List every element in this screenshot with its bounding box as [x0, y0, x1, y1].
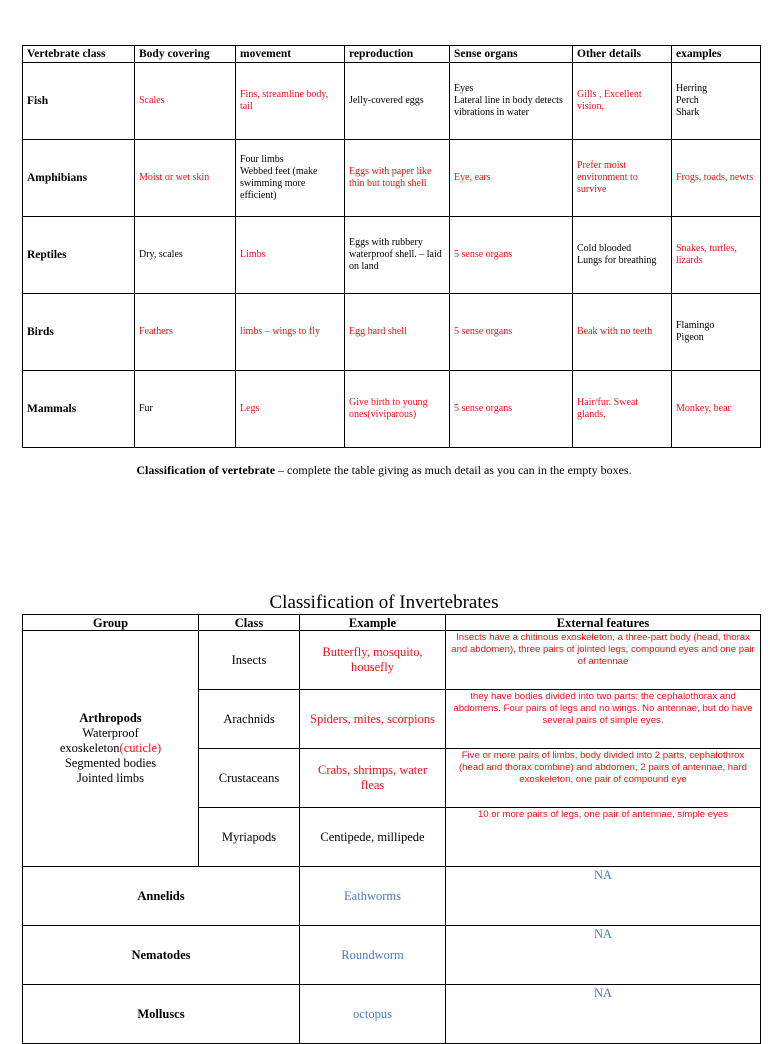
other-details-cell: Cold blooded Lungs for breathing [573, 217, 672, 294]
header-body-covering: Body covering [135, 46, 236, 63]
features-cell: NA [446, 926, 761, 985]
vertebrate-caption [0, 463, 768, 478]
sense-organs-cell: 5 sense organs [450, 371, 573, 448]
example-cell: Centipede, millipede [300, 808, 446, 867]
body-covering-cell: Dry, scales [135, 217, 236, 294]
class-cell: Fish [23, 63, 135, 140]
movement-cell: Fins, streamline body, tail [236, 63, 345, 140]
header-class: Class [199, 615, 300, 631]
invertebrate-title: Classification of Invertebrates [269, 592, 499, 613]
class-cell: Mammals [23, 371, 135, 448]
caption-bold: Classification of vertebrate [136, 463, 276, 477]
header-reproduction: reproduction [345, 46, 450, 63]
header-sense-organs: Sense organs [450, 46, 573, 63]
vertebrate-header-row [23, 46, 761, 63]
reproduction-cell: Egg hard shell [345, 294, 450, 371]
class-cell: Myriapods [199, 808, 300, 867]
body-covering-cell: Moist or wet skin [135, 140, 236, 217]
cuticle-text: (cuticle) [119, 741, 162, 755]
sense-organs-cell: 5 sense organs [450, 294, 573, 371]
features-cell: 10 or more pairs of legs, one pair of antennae, simple eyes [446, 808, 761, 867]
other-details-cell: Prefer moist environment to survive [573, 140, 672, 217]
table-row-amphibians [23, 140, 761, 217]
header-examples: examples [672, 46, 761, 63]
class-cell: Amphibians [23, 140, 135, 217]
examples-cell: Flamingo Pigeon [672, 294, 761, 371]
caption-text: – complete the table giving as much detail as you can in the empty boxes. [275, 463, 632, 477]
reproduction-cell: Give birth to young ones(viviparous) [345, 371, 450, 448]
table-row-molluscs [23, 985, 761, 1044]
movement-cell: Limbs [236, 217, 345, 294]
exoskeleton-text: exoskeleton [59, 741, 120, 755]
table-row-mammals [23, 371, 761, 448]
other-details-cell: Gills , Excellent vision, [573, 63, 672, 140]
other-details-cell: Hair/fur. Sweat glands, [573, 371, 672, 448]
arthropods-trait: Segmented bodies [64, 756, 157, 770]
sense-organs-cell: 5 sense organs [450, 217, 573, 294]
example-cell: Butterfly, mosquito, housefly [300, 631, 446, 690]
invertebrate-table [22, 614, 761, 1044]
table-row-birds [23, 294, 761, 371]
reproduction-cell: Eggs with paper like thin but tough shell [345, 140, 450, 217]
arthropods-trait: Jointed limbs [76, 771, 145, 785]
table-row-nematodes [23, 926, 761, 985]
features-cell: NA [446, 985, 761, 1044]
group-cell: Molluscs [23, 985, 300, 1044]
header-movement: movement [236, 46, 345, 63]
table-row-fish [23, 63, 761, 140]
invertebrate-header-row [23, 615, 761, 631]
arthropods-group-cell [23, 631, 199, 867]
examples-cell: Herring Perch Shark [672, 63, 761, 140]
example-cell: octopus [300, 985, 446, 1044]
movement-cell: Four limbs Webbed feet (make swimming more efficient) [236, 140, 345, 217]
header-example: Example [300, 615, 446, 631]
body-covering-cell: Feathers [135, 294, 236, 371]
reproduction-cell: Jelly-covered eggs [345, 63, 450, 140]
arthropods-name: Arthropods [79, 711, 142, 725]
arthropods-trait: Waterproof [82, 726, 139, 740]
vertebrate-table [22, 45, 761, 448]
example-cell: Crabs, shrimps, water fleas [300, 749, 446, 808]
example-cell: Eathworms [300, 867, 446, 926]
features-cell: they have bodies divided into two parts: the cephalothorax and abdomens. Four pairs of legs and no wings. No antennae, but do have several pairs of simple eyes. [446, 690, 761, 749]
features-cell: NA [446, 867, 761, 926]
table-row-insects [23, 631, 761, 690]
examples-cell: Monkey, bear [672, 371, 761, 448]
features-cell: Insects have a chitinous exoskeleton, a three-part body (head, thorax and abdomen), three pairs of jointed legs, compound eyes and one pair of antennae [446, 631, 761, 690]
header-other-details: Other details [573, 46, 672, 63]
class-cell: Crustaceans [199, 749, 300, 808]
group-cell: Annelids [23, 867, 300, 926]
header-external-features: External features [446, 615, 761, 631]
body-covering-cell: Fur [135, 371, 236, 448]
features-cell: Five or more pairs of limbs, body divided into 2 parts, cephalothrox (head and thorax combine) and abdomen, 2 pairs of antennae, hard exoskeleton, one pair of compound eye [446, 749, 761, 808]
examples-cell: Frogs, toads, newts [672, 140, 761, 217]
arthropods-trait [24, 741, 197, 756]
class-cell: Reptiles [23, 217, 135, 294]
other-details-cell: Beak with no teeth [573, 294, 672, 371]
class-cell: Insects [199, 631, 300, 690]
example-cell: Roundworm [300, 926, 446, 985]
movement-cell: limbs – wings to fly [236, 294, 345, 371]
class-cell: Arachnids [199, 690, 300, 749]
table-row-annelids [23, 867, 761, 926]
reproduction-cell: Eggs with rubbery waterproof shell. – laid on land [345, 217, 450, 294]
header-vertebrate-class: Vertebrate class [23, 46, 135, 63]
group-cell: Nematodes [23, 926, 300, 985]
header-group: Group [23, 615, 199, 631]
example-cell: Spiders, mites, scorpions [300, 690, 446, 749]
sense-organs-cell: Eye, ears [450, 140, 573, 217]
movement-cell: Legs [236, 371, 345, 448]
sense-organs-cell: Eyes Lateral line in body detects vibrations in water [450, 63, 573, 140]
examples-cell: Snakes, turtles, lizards [672, 217, 761, 294]
body-covering-cell: Scales [135, 63, 236, 140]
class-cell: Birds [23, 294, 135, 371]
table-row-reptiles [23, 217, 761, 294]
